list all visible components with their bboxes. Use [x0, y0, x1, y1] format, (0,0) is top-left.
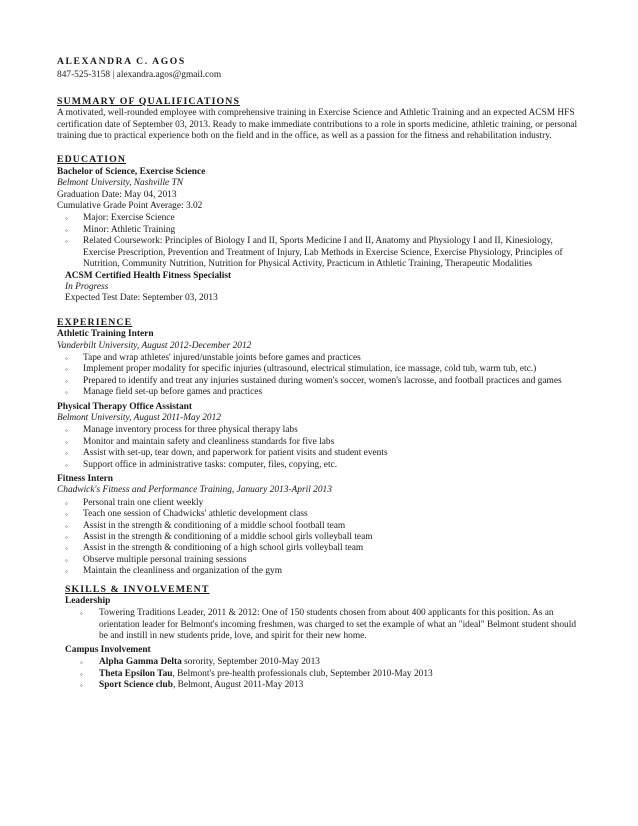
certification-date: Expected Test Date: September 03, 2013 — [65, 293, 218, 304]
job-entry — [57, 329, 587, 398]
experience-heading: EXPERIENCE — [57, 316, 133, 328]
job-entry — [57, 474, 587, 578]
skills-heading: SKILLS & INVOLVEMENT — [65, 583, 210, 595]
certification-status: In Progress — [65, 281, 109, 292]
list-item: ◦ Assist in the strength & conditioning of a middle school girls volleyball team — [64, 532, 587, 543]
list-item: ◦ Manage inventory process for three physical therapy labs — [64, 425, 587, 436]
list-item: ◦ Assist in the strength & conditioning of a middle school football team — [64, 521, 587, 532]
list-item: ◦ Manage field set-up before games and practices — [64, 387, 587, 398]
list-item: ◦ Tape and wrap athletes' injured/unstable joints before games and practices — [64, 353, 587, 364]
gpa: Cumulative Grade Point Average: 3.02 — [57, 201, 203, 212]
graduation-date: Graduation Date: May 04, 2013 — [57, 189, 177, 200]
resume-page — [57, 56, 587, 691]
org-name: Alpha Gamma Delta — [99, 657, 182, 668]
campus-list — [57, 657, 587, 691]
summary-heading: SUMMARY OF QUALIFICATIONS — [57, 95, 241, 107]
job-duties — [57, 425, 587, 471]
job-org: Chadwick's Fitness and Performance Training, January 2013-April 2013 — [57, 485, 332, 496]
list-item: ◦ Teach one session of Chadwicks' athletic development class — [64, 509, 587, 520]
list-item: ◦ Observe multiple personal training sessions — [64, 555, 587, 566]
leadership-heading: Leadership — [65, 596, 111, 607]
list-item: ◦ Related Coursework: Principles of Biology I and II, Sports Medicine I and II, Anatomy and Physiology I and II, Kinesiology, Exercise Prescription, Prevention and Treatment of Injury, Lab Methods in Exercise Science, Exercise Physiology, Principles of Nutrition, Community Nutrition, Nutrition for Physical Activity, Practicum in Athletic Training, Therapeutic Modalities — [64, 236, 587, 270]
list-item: ◦ Assist with set-up, tear down, and paperwork for patient visits and student events — [64, 448, 587, 459]
summary-text: A motivated, well-rounded employee with comprehensive training in Exercise Science and Athletic Training and an expected ACSM HFS certification date of September 03, 2013. Ready to make immediate contributions to a role in sports medicine, athletic training, or personal training due to practical experience both on the field and in the office, as well as a passion for the fitness and rehabilitation industry. — [57, 108, 578, 142]
job-role: Physical Therapy Office Assistant — [57, 401, 192, 412]
contact-info: 847-525-3158 | alexandra.agos@gmail.com — [57, 70, 222, 81]
job-duties — [57, 353, 587, 399]
job-org: Belmont University, August 2011-May 2012 — [57, 412, 221, 423]
job-duties — [57, 498, 587, 578]
job-role: Fitness Intern — [57, 474, 113, 484]
org-name: Sport Science club — [99, 679, 173, 690]
list-item: ◦ Implement proper modality for specific injuries (ultrasound, electrical stimulation, ice massage, cold tub, warm tub, etc.) — [64, 364, 587, 375]
list-item: ◦ Towering Traditions Leader, 2011 & 2012: One of 150 students chosen from about 400 applicants for this position. As an orientation leader for Belmont's incoming freshmen, was charged to set the example of what an "ideal" Belmont student should be and instill in new students pride, love, and spirit for their new home. — [79, 608, 587, 642]
list-item: ◦ Prepared to identify and treat any injuries sustained during women's soccer, women's lacrosse, and football practices and games — [64, 376, 587, 387]
job-entry — [57, 402, 587, 471]
list-item: ◦ Minor: Athletic Training — [64, 225, 587, 236]
list-item — [79, 669, 587, 680]
list-item: ◦ Major: Exercise Science — [64, 213, 587, 224]
org-name: Theta Epsilon Tau — [99, 668, 173, 679]
list-item — [79, 657, 587, 668]
list-item: ◦ Maintain the cleanliness and organization of the gym — [64, 566, 587, 577]
org-detail: , Belmont, August 2011-May 2013 — [172, 679, 304, 690]
org-detail: , Belmont's pre-health professionals club, September 2010-May 2013 — [172, 668, 433, 679]
school-name: Belmont University, Nashville TN — [57, 178, 184, 189]
job-org: Vanderbilt University, August 2012-December 2012 — [57, 340, 252, 351]
job-role: Athletic Training Intern — [57, 329, 154, 340]
candidate-name: ALEXANDRA C. AGOS — [57, 56, 186, 67]
list-item: ◦ Personal train one client weekly — [64, 498, 587, 509]
degree-title: Bachelor of Science, Exercise Science — [57, 166, 206, 177]
certification-title: ACSM Certified Health Fitness Specialist — [65, 270, 232, 281]
list-item: ◦ Monitor and maintain safety and cleanliness standards for five labs — [64, 437, 587, 448]
campus-heading: Campus Involvement — [65, 644, 151, 655]
leadership-list — [57, 608, 587, 642]
list-item — [79, 680, 587, 691]
education-heading: EDUCATION — [57, 154, 127, 166]
education-list — [57, 213, 587, 270]
list-item: ◦ Assist in the strength & conditioning of a high school girls volleyball team — [64, 543, 587, 554]
list-item: ◦ Support office in administrative tasks: computer, files, copying, etc. — [64, 460, 587, 471]
org-detail: sorority, September 2010-May 2013 — [181, 657, 320, 668]
